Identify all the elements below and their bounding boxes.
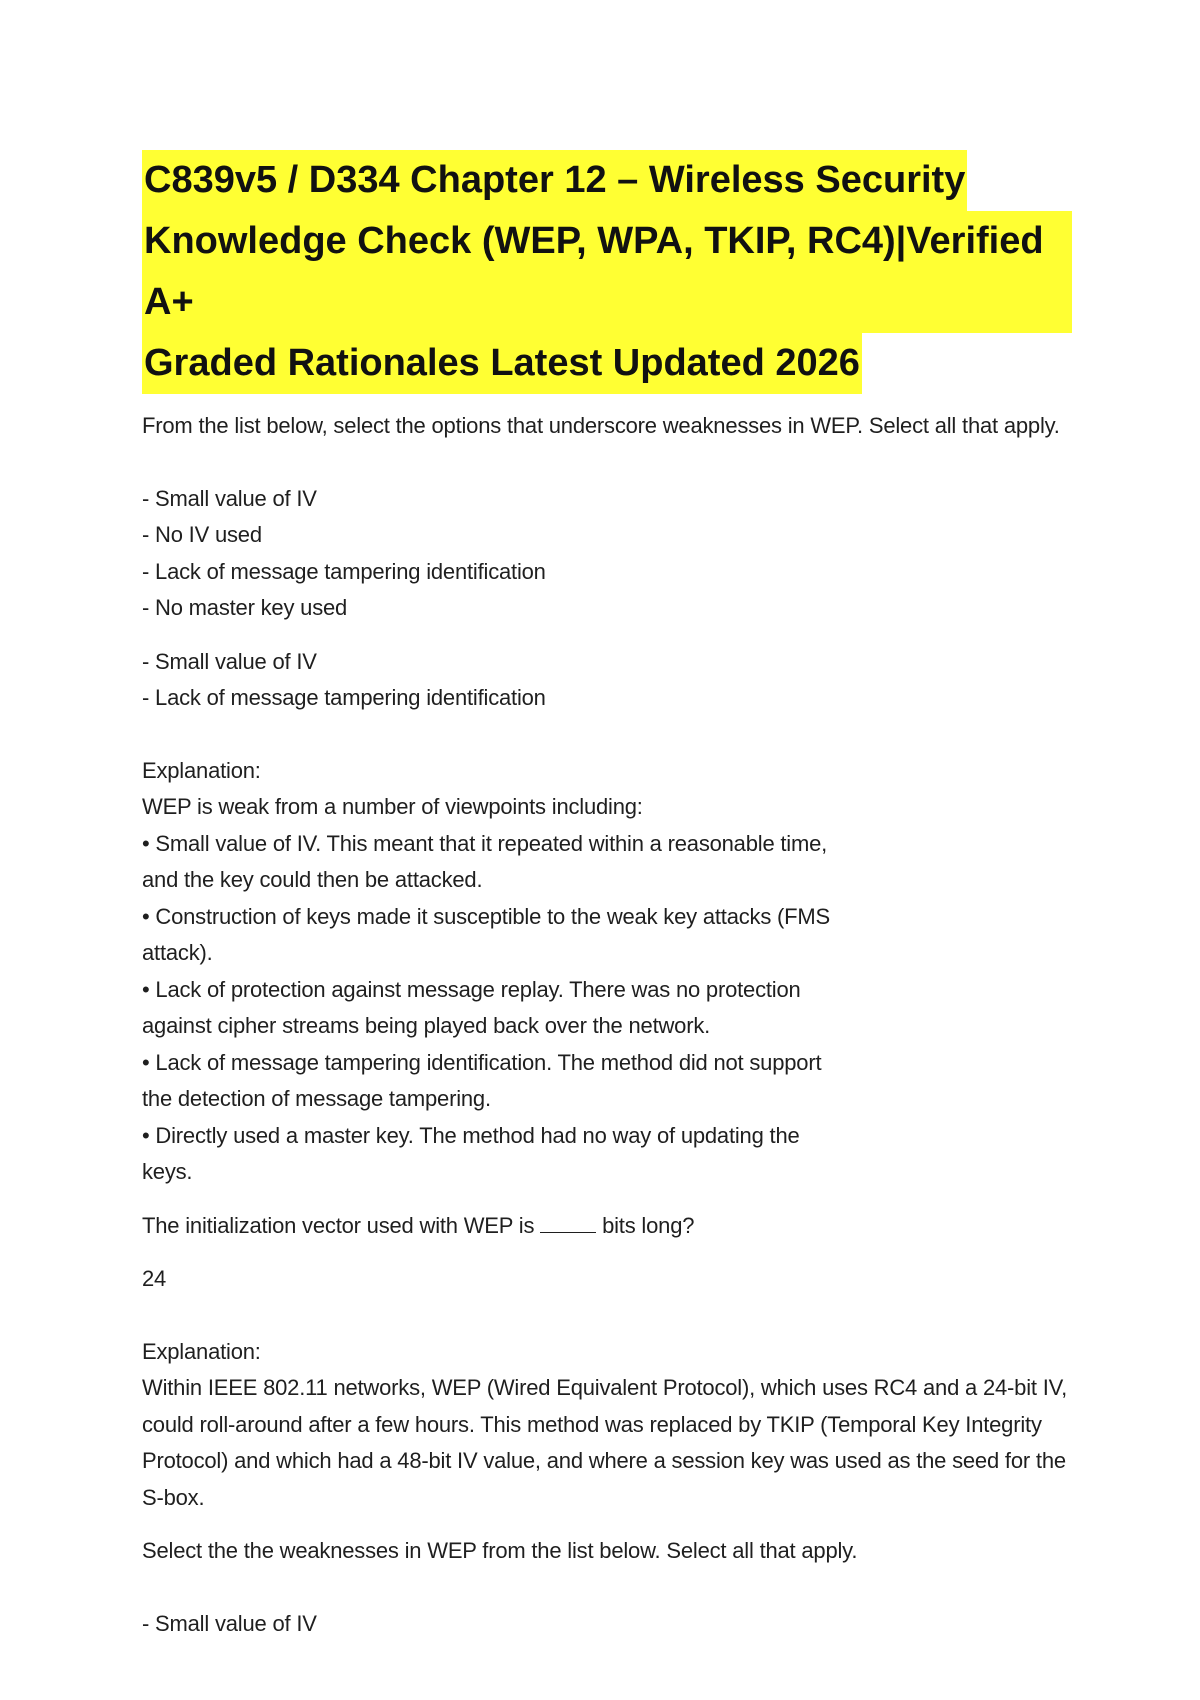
option: - Small value of IV — [142, 485, 317, 511]
explanation-line: • Lack of protection against message replay. There was no protection — [142, 976, 801, 1002]
fill-in-blank — [540, 1214, 596, 1233]
answer: - Small value of IV — [142, 648, 317, 674]
explanation-line: attack). — [142, 940, 213, 965]
question-2-prompt — [142, 1208, 1072, 1245]
explanation-line: • Directly used a master key. The method had no way of updating the keys. — [142, 1122, 800, 1184]
question-1-explanation — [142, 753, 832, 1191]
explanation-line: Protocol) and which had a 48-bit IV value, and where a session key was used as the seed for the — [142, 1448, 1066, 1473]
question-1-options — [142, 481, 1072, 627]
question-3-options — [142, 1606, 1072, 1643]
question-2-explanation — [142, 1334, 1072, 1517]
explanation-line: could roll-around after a few hours. This method was replaced by TKIP (Temporal Key Integrity — [142, 1411, 1042, 1437]
explanation-line: • Small value of IV. This meant that it repeated within a reasonable time, — [142, 830, 828, 856]
explanation-line: Within IEEE 802.11 networks, WEP (Wired Equivalent Protocol), which uses RC4 and a 24-bit IV, — [142, 1375, 1067, 1400]
explanation-label: Explanation: — [142, 1338, 261, 1364]
question-3-prompt: Select the the weaknesses in WEP from the list below. Select all that apply. — [142, 1538, 858, 1563]
explanation-line: • Lack of message tampering identification. The method did not support — [142, 1049, 822, 1075]
explanation-label: Explanation: — [142, 757, 261, 783]
option: - Small value of IV — [142, 1610, 317, 1636]
option: - No IV used — [142, 522, 262, 547]
question-1-prompt: From the list below, select the options that underscore weaknesses in WEP. Select all that apply. — [142, 413, 1060, 438]
explanation-line: against cipher streams being played back over the network. — [142, 1013, 711, 1038]
explanation-line: the detection of message tampering. — [142, 1086, 491, 1111]
title-line-1: C839v5 / D334 Chapter 12 – Wireless Security — [142, 150, 967, 211]
explanation-line: and the key could then be attacked. — [142, 867, 483, 892]
option: - No master key used — [142, 595, 348, 620]
document-page — [142, 150, 1072, 1642]
explanation-line: • Construction of keys made it susceptible to the weak key attacks (FMS — [142, 903, 831, 929]
question-2-answer: 24 — [142, 1266, 167, 1291]
title-line-3: Graded Rationales Latest Updated 2026 — [142, 333, 862, 394]
option: - Lack of message tampering identification — [142, 558, 546, 584]
explanation-line: WEP is weak from a number of viewpoints including: — [142, 794, 643, 819]
explanation-line: S-box. — [142, 1484, 205, 1510]
document-title — [142, 150, 1072, 394]
question-2-prompt-start: The initialization vector used with WEP is — [142, 1212, 541, 1238]
question-2-prompt-end: bits long? — [596, 1212, 695, 1238]
answer: - Lack of message tampering identification — [142, 685, 546, 710]
title-line-2: Knowledge Check (WEP, WPA, TKIP, RC4)|Verified A+ — [142, 211, 1072, 333]
question-1-answers — [142, 644, 1072, 717]
